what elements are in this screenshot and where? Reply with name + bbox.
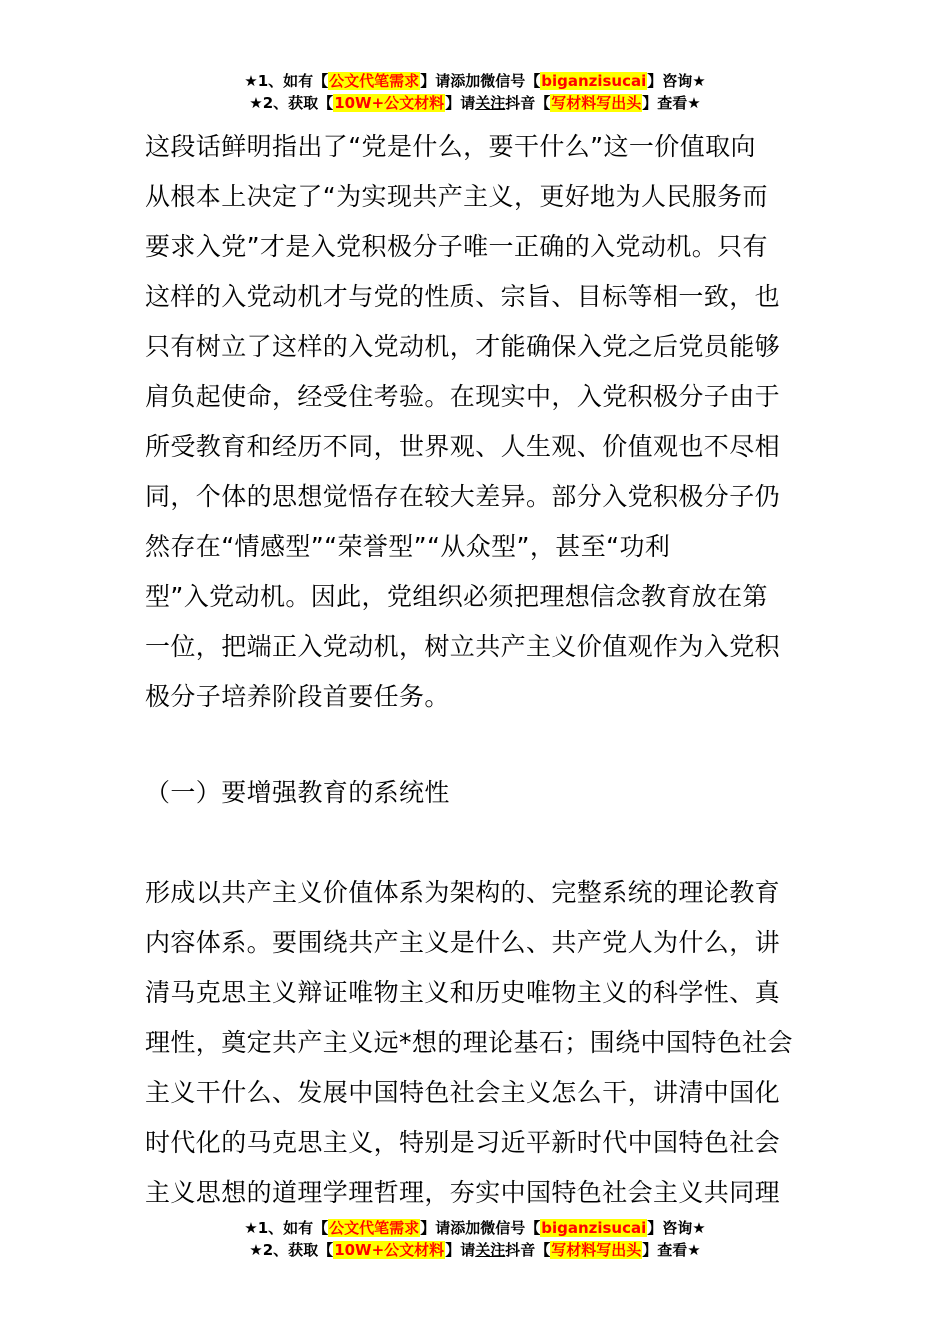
banner-line-1 [0,1217,950,1239]
text-line: 型”入党动机。因此，党组织必须把理想信念教育放在第 [145,582,768,611]
banner-line-2 [0,1239,950,1261]
banner-underlined: 关注 [475,1241,506,1259]
banner-text: 】请 [445,1241,476,1259]
text-line: 清马克思主义辩证唯物主义和历史唯物主义的科学性、真 [145,978,781,1007]
text-line: 同，个体的思想觉悟存在较大差异。部分入党积极分子仍 [145,482,781,511]
banner-highlight-account: 写材料写出头 [551,1241,642,1259]
banner-highlight: 10W+公文材料 [334,1241,445,1259]
text-line: 理性，奠定共产主义远*想的理论基石；围绕中国特色社会 [145,1028,793,1057]
text-line: 主义思想的道理学理哲理，夯实中国特色社会主义共同理 [145,1178,781,1207]
banner-highlight: 10W+公文材料 [334,94,445,112]
banner-highlight-account: 写材料写出头 [551,94,642,112]
text-line: 然存在“情感型”“荣誉型”“从众型”，甚至“功利 [145,532,671,561]
text-line: 这段话鲜明指出了“党是什么，要干什么”这一价值取向 [145,132,756,161]
banner-text: 】查看★ [642,94,701,112]
text-line: 这样的入党动机才与党的性质、宗旨、目标等相一致，也 [145,282,781,311]
text-line: 极分子培养阶段首要任务。 [145,682,450,711]
banner-text: 抖音【 [505,1241,551,1259]
text-line: 主义干什么、发展中国特色社会主义怎么干，讲清中国化 [145,1078,781,1107]
text-line: 一位，把端正入党动机，树立共产主义价值观作为入党积 [145,632,781,661]
header-banner [0,70,950,114]
text-line: 要求入党”才是入党积极分子唯一正确的入党动机。只有 [145,232,768,261]
banner-text: ★1、如有【 [244,1219,329,1237]
banner-text: 】查看★ [642,1241,701,1259]
banner-text: 】请 [445,94,476,112]
banner-text: 】咨询★ [647,72,706,90]
banner-highlight: 公文代笔需求 [329,72,420,90]
heading-text: （一）要增强教育的系统性 [145,778,450,807]
banner-text: 】请添加微信号【 [420,1219,541,1237]
banner-text: ★1、如有【 [244,72,329,90]
text-line: 肩负起使命，经受住考验。在现实中，入党积极分子由于 [145,382,781,411]
banner-text: 抖音【 [505,94,551,112]
banner-highlight: 公文代笔需求 [329,1219,420,1237]
text-line: 只有树立了这样的入党动机，才能确保入党之后党员能够 [145,332,781,361]
text-line: 形成以共产主义价值体系为架构的、完整系统的理论教育 [145,878,781,907]
banner-underlined: 关注 [475,94,506,112]
text-line: 从根本上决定了“为实现共产主义，更好地为人民服务而 [145,182,768,211]
banner-text: 】咨询★ [647,1219,706,1237]
text-line: 所受教育和经历不同，世界观、人生观、价值观也不尽相 [145,432,781,461]
banner-highlight-wechat-id: biganzisucai [541,72,647,90]
footer-banner [0,1217,950,1261]
text-line: 内容体系。要围绕共产主义是什么、共产党人为什么，讲 [145,928,781,957]
banner-line-2 [0,92,950,114]
paragraph-1 [145,122,810,722]
banner-text: ★2、获取【 [249,94,334,112]
banner-highlight-wechat-id: biganzisucai [541,1219,647,1237]
text-line: 时代化的马克思主义，特别是习近平新时代中国特色社会 [145,1128,781,1157]
banner-line-1 [0,70,950,92]
banner-text: ★2、获取【 [249,1241,334,1259]
banner-text: 】请添加微信号【 [420,72,541,90]
paragraph-2 [145,868,810,1218]
section-heading [145,773,810,813]
